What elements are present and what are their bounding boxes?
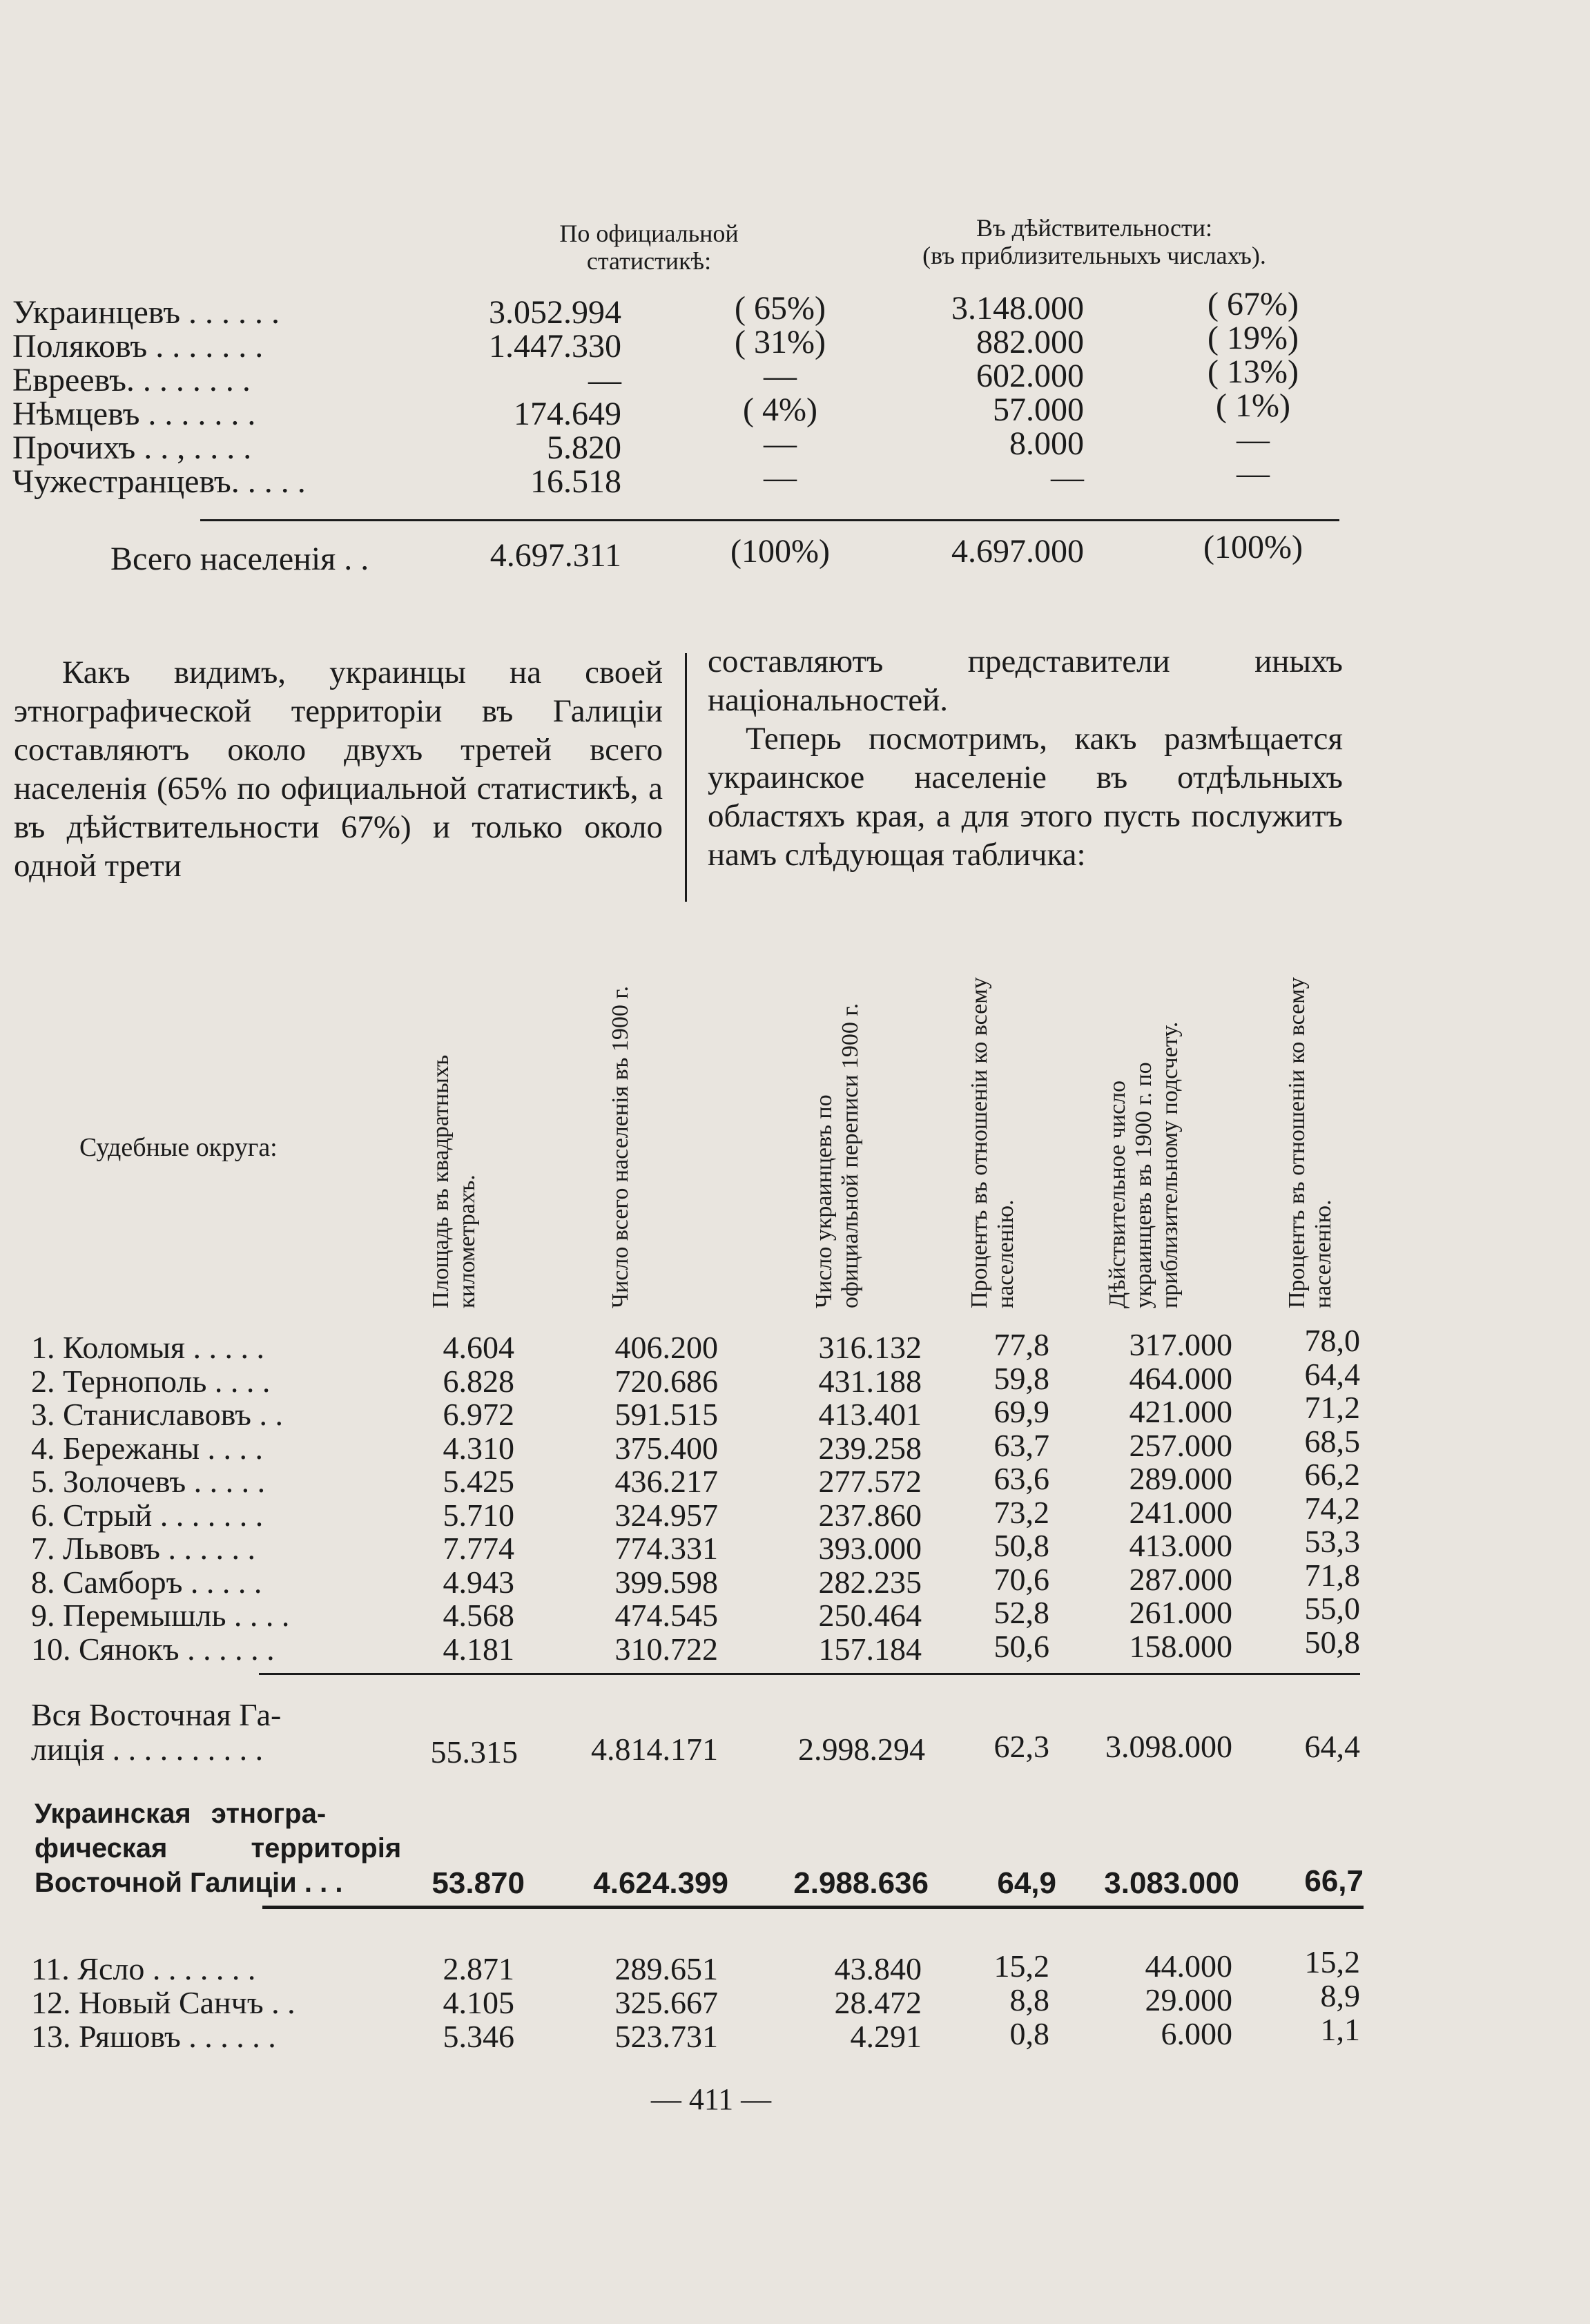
table-cell-pct-actual: 71,2 bbox=[1304, 1390, 1360, 1425]
table-row-district: 6. Стрый . . . . . . . bbox=[31, 1497, 264, 1533]
summary-row-official-pct: ( 31%) bbox=[735, 324, 826, 360]
table-row-district: 12. Новый Санчъ . . bbox=[31, 1985, 295, 2020]
table-cell-pct-actual: 78,0 bbox=[1304, 1323, 1360, 1358]
table-cell-ukr-actual: 421.000 bbox=[1129, 1394, 1232, 1429]
summary-row-actual-pct: ( 13%) bbox=[1208, 354, 1299, 390]
table-cell-ukr-official: 239.258 bbox=[818, 1430, 922, 1466]
table-cell-area: 4.943 bbox=[443, 1564, 514, 1600]
table-cell-area: 5.425 bbox=[443, 1464, 514, 1499]
summary-row-label: Украинцевъ . . . . . . bbox=[12, 294, 280, 331]
table-cell-pct-actual: 74,2 bbox=[1304, 1490, 1360, 1526]
table-cell-population: 436.217 bbox=[614, 1464, 718, 1499]
table-cell-ukr-official: 393.000 bbox=[818, 1531, 922, 1566]
summary-row-label: Поляковъ . . . . . . . bbox=[12, 328, 264, 365]
summary-total-official-pct: (100%) bbox=[730, 533, 830, 570]
summary-total-actual-pct: (100%) bbox=[1203, 529, 1303, 565]
table-cell-population: 720.686 bbox=[614, 1363, 718, 1399]
table-cell-area: 4.105 bbox=[443, 1985, 514, 2020]
table-header-area: Площадь въ квадратныхъ километрахъ. bbox=[428, 1054, 480, 1308]
table-cell-population: 406.200 bbox=[614, 1330, 718, 1365]
table-cell-pct-actual: 1,1 bbox=[1320, 2012, 1360, 2047]
paragraph-right: составляютъ представители иныхъ національностей. Теперь посмотримъ, какъ размѣщается украинское населеніе въ отдѣльныхъ областяхъ края, а для этого пусть послужитъ намъ слѣдующая табличка: bbox=[708, 643, 1343, 873]
summary-row-actual-pct: ( 67%) bbox=[1208, 286, 1299, 322]
table-cell-area: 4.310 bbox=[443, 1430, 514, 1466]
table-cell-pct-actual: 64,4 bbox=[1304, 1356, 1360, 1392]
summary-total-rule bbox=[200, 519, 1339, 521]
total-ukr-name-3: Восточной Галиціи . . . bbox=[35, 1868, 343, 1898]
table-cell-ukr-official: 316.132 bbox=[818, 1330, 922, 1365]
summary-row-actual-pct: — bbox=[1237, 421, 1270, 458]
table-cell-ukr-official: 277.572 bbox=[818, 1464, 922, 1499]
table-header-districts: Судебные округа: bbox=[79, 1133, 278, 1162]
total-east-name-2: лиція . . . . . . . . . . bbox=[31, 1732, 264, 1767]
summary-total-label: Всего населенія . . bbox=[110, 541, 369, 577]
table-row-district: 3. Станиславовъ . . bbox=[31, 1397, 283, 1432]
table-cell-pct-actual: 68,5 bbox=[1304, 1423, 1360, 1459]
summary-header-actual: Въ дѣйствительности: (въ приблизительныхъ числахъ). bbox=[922, 214, 1266, 269]
total-ukr-name-1: Украинская этногра- bbox=[35, 1799, 327, 1829]
table-cell-pct-official: 70,6 bbox=[993, 1561, 1049, 1597]
total-east-area: 55.315 bbox=[430, 1734, 518, 1770]
summary-row-actual-pct: — bbox=[1237, 455, 1270, 492]
table-header-percent-official: Процентъ въ отношеніи ко всему населенію. bbox=[967, 977, 1018, 1308]
table-cell-ukr-actual: 413.000 bbox=[1129, 1528, 1232, 1563]
table-cell-area: 2.871 bbox=[443, 1951, 514, 1986]
table-cell-population: 325.667 bbox=[614, 1985, 718, 2020]
table-cell-pct-actual: 53,3 bbox=[1304, 1524, 1360, 1559]
summary-row-official: 16.518 bbox=[530, 463, 621, 500]
table-cell-ukr-actual: 317.000 bbox=[1129, 1327, 1232, 1362]
total-east-apct: 64,4 bbox=[1304, 1729, 1360, 1764]
table-row-district: 4. Бережаны . . . . bbox=[31, 1430, 263, 1466]
table-cell-ukr-official: 237.860 bbox=[818, 1497, 922, 1533]
table-cell-ukr-official: 43.840 bbox=[834, 1951, 922, 1986]
table-cell-area: 5.710 bbox=[443, 1497, 514, 1533]
summary-row-actual: — bbox=[1051, 459, 1084, 496]
table-cell-population: 289.651 bbox=[614, 1951, 718, 1986]
total-ukr-area: 53.870 bbox=[432, 1866, 525, 1900]
table-cell-ukr-official: 28.472 bbox=[834, 1985, 922, 2020]
table-cell-pct-official: 77,8 bbox=[993, 1327, 1049, 1362]
summary-row-official: — bbox=[588, 362, 621, 398]
table-row-district: 11. Ясло . . . . . . . bbox=[31, 1951, 256, 1986]
table-cell-population: 523.731 bbox=[614, 2019, 718, 2054]
table-cell-pct-official: 59,8 bbox=[993, 1360, 1049, 1396]
table-header-ukrainians-official: Число украинцевъ по официальной переписи 1900 г. bbox=[811, 1003, 863, 1308]
summary-row-official-pct: — bbox=[764, 459, 797, 496]
table-cell-area: 7.774 bbox=[443, 1531, 514, 1566]
table-cell-ukr-official: 413.401 bbox=[818, 1397, 922, 1432]
summary-row-actual-pct: ( 19%) bbox=[1208, 320, 1299, 356]
total-east-actual: 3.098.000 bbox=[1105, 1729, 1232, 1764]
table-header-percent-actual: Процентъ въ отношеніи ко всему населенію. bbox=[1284, 977, 1336, 1308]
table-row-district: 7. Львовъ . . . . . . bbox=[31, 1531, 255, 1566]
column-divider bbox=[685, 653, 687, 902]
total-east-ukr: 2.998.294 bbox=[798, 1732, 925, 1767]
table-cell-population: 399.598 bbox=[614, 1564, 718, 1600]
table-cell-ukr-official: 282.235 bbox=[818, 1564, 922, 1600]
table-cell-ukr-actual: 289.000 bbox=[1129, 1461, 1232, 1496]
table-cell-area: 5.346 bbox=[443, 2019, 514, 2054]
summary-row-label: Чужестранцевъ. . . . . bbox=[12, 463, 306, 500]
summary-row-official-pct: — bbox=[764, 358, 797, 394]
table-cell-pct-actual: 8,9 bbox=[1320, 1978, 1360, 2013]
table-cell-pct-official: 50,8 bbox=[993, 1528, 1049, 1563]
table-cell-ukr-actual: 257.000 bbox=[1129, 1427, 1232, 1463]
total-ukr-apct: 66,7 bbox=[1304, 1864, 1364, 1898]
summary-row-official: 174.649 bbox=[514, 396, 621, 432]
paragraph-left: Какъ видимъ, украинцы на своей этнографической территоріи въ Галиціи составляютъ около двухъ третей всего населенія (65% по официальной статистикѣ, а въ дѣйствительности 67%) и только около одной трети bbox=[14, 655, 663, 884]
table-row-district: 1. Коломыя . . . . . bbox=[31, 1330, 265, 1365]
table-row-district: 9. Перемышль . . . . bbox=[31, 1598, 290, 1633]
total-east-name-1: Вся Восточная Га- bbox=[31, 1697, 282, 1732]
table-header-population: Число всего населенія въ 1900 г. bbox=[608, 985, 633, 1308]
table-header-ukrainians-actual: Дѣйствительное число украинцевъ въ 1900 г. по приблизительному подсчету. bbox=[1105, 1021, 1183, 1308]
table-cell-population: 774.331 bbox=[614, 1531, 718, 1566]
summary-total-actual: 4.697.000 bbox=[951, 533, 1084, 570]
table-cell-area: 6.972 bbox=[443, 1397, 514, 1432]
table-cell-ukr-actual: 6.000 bbox=[1161, 2016, 1232, 2051]
table-cell-pct-official: 63,6 bbox=[993, 1461, 1049, 1496]
summary-row-actual: 3.148.000 bbox=[951, 290, 1084, 327]
total-east-pop: 4.814.171 bbox=[591, 1732, 718, 1767]
table-cell-ukr-official: 4.291 bbox=[850, 2019, 922, 2054]
table-cell-pct-official: 63,7 bbox=[993, 1427, 1049, 1463]
table-rule-1 bbox=[259, 1673, 1360, 1675]
table-cell-ukr-actual: 29.000 bbox=[1145, 1982, 1232, 2017]
total-ukr-pct: 64,9 bbox=[997, 1866, 1056, 1900]
table-cell-population: 474.545 bbox=[614, 1598, 718, 1633]
table-cell-pct-official: 8,8 bbox=[1009, 1982, 1049, 2017]
summary-row-official-pct: ( 65%) bbox=[735, 290, 826, 327]
table-cell-pct-official: 15,2 bbox=[993, 1948, 1049, 1984]
summary-row-official-pct: — bbox=[764, 425, 797, 462]
table-cell-ukr-actual: 287.000 bbox=[1129, 1561, 1232, 1597]
table-cell-ukr-actual: 44.000 bbox=[1145, 1948, 1232, 1984]
summary-row-official-pct: ( 4%) bbox=[743, 391, 817, 428]
summary-row-official: 1.447.330 bbox=[489, 328, 621, 365]
table-cell-area: 6.828 bbox=[443, 1363, 514, 1399]
table-cell-pct-actual: 15,2 bbox=[1304, 1944, 1360, 1979]
summary-row-label: Нѣмцевъ . . . . . . . bbox=[12, 396, 256, 432]
page-number: — 411 — bbox=[650, 2082, 772, 2116]
summary-row-official: 3.052.994 bbox=[489, 294, 621, 331]
table-cell-pct-official: 69,9 bbox=[993, 1394, 1049, 1429]
summary-row-label: Прочихъ . . , . . . . bbox=[12, 429, 252, 466]
table-cell-ukr-actual: 241.000 bbox=[1129, 1494, 1232, 1530]
summary-row-official: 5.820 bbox=[547, 429, 621, 466]
table-cell-population: 324.957 bbox=[614, 1497, 718, 1533]
summary-row-actual: 57.000 bbox=[993, 391, 1084, 428]
table-cell-ukr-actual: 261.000 bbox=[1129, 1595, 1232, 1630]
total-ukr-name-2: фическая территорія bbox=[35, 1833, 402, 1863]
table-cell-ukr-actual: 464.000 bbox=[1129, 1360, 1232, 1396]
total-ukr-pop: 4.624.399 bbox=[593, 1866, 728, 1900]
table-cell-pct-official: 73,2 bbox=[993, 1494, 1049, 1530]
summary-row-actual-pct: ( 1%) bbox=[1216, 387, 1290, 424]
table-cell-area: 4.181 bbox=[443, 1631, 514, 1667]
table-rule-2 bbox=[262, 1906, 1364, 1909]
table-row-district: 13. Ряшовъ . . . . . . bbox=[31, 2019, 276, 2054]
table-cell-ukr-official: 157.184 bbox=[818, 1631, 922, 1667]
table-cell-pct-actual: 71,8 bbox=[1304, 1557, 1360, 1593]
summary-row-actual: 8.000 bbox=[1009, 425, 1084, 462]
total-ukr-actual: 3.083.000 bbox=[1104, 1866, 1239, 1900]
table-cell-pct-official: 52,8 bbox=[993, 1595, 1049, 1630]
table-cell-pct-official: 0,8 bbox=[1009, 2016, 1049, 2051]
summary-total-official: 4.697.311 bbox=[489, 537, 621, 574]
table-cell-ukr-actual: 158.000 bbox=[1129, 1628, 1232, 1664]
table-cell-population: 375.400 bbox=[614, 1430, 718, 1466]
table-row-district: 10. Сянокъ . . . . . . bbox=[31, 1631, 275, 1667]
table-row-district: 2. Тернополь . . . . bbox=[31, 1363, 271, 1399]
table-cell-pct-actual: 50,8 bbox=[1304, 1624, 1360, 1660]
table-cell-ukr-official: 431.188 bbox=[818, 1363, 922, 1399]
summary-row-label: Евреевъ. . . . . . . . bbox=[12, 362, 251, 398]
total-ukr-ukr: 2.988.636 bbox=[793, 1866, 929, 1900]
table-row-district: 8. Самборъ . . . . . bbox=[31, 1564, 262, 1600]
table-cell-area: 4.568 bbox=[443, 1598, 514, 1633]
table-cell-population: 591.515 bbox=[614, 1397, 718, 1432]
table-row-district: 5. Золочевъ . . . . . bbox=[31, 1464, 266, 1499]
total-east-pct: 62,3 bbox=[993, 1729, 1049, 1764]
summary-row-actual: 602.000 bbox=[976, 358, 1084, 394]
table-cell-area: 4.604 bbox=[443, 1330, 514, 1365]
table-cell-pct-actual: 66,2 bbox=[1304, 1457, 1360, 1492]
table-cell-ukr-official: 250.464 bbox=[818, 1598, 922, 1633]
table-cell-pct-official: 50,6 bbox=[993, 1628, 1049, 1664]
summary-row-actual: 882.000 bbox=[976, 324, 1084, 360]
summary-header-official: По официальной статистикѣ: bbox=[559, 220, 739, 275]
table-cell-pct-actual: 55,0 bbox=[1304, 1591, 1360, 1626]
table-cell-population: 310.722 bbox=[614, 1631, 718, 1667]
